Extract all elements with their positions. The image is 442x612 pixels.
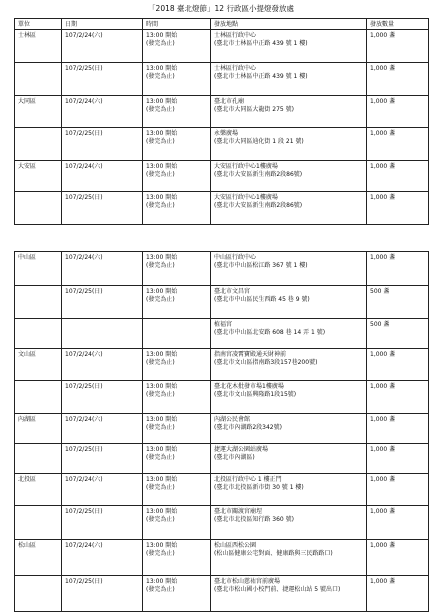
time-cell (143, 474, 211, 506)
date-cell (62, 96, 143, 128)
quantity-cell (367, 474, 429, 506)
time-note: (發完為止) (146, 171, 175, 178)
date-cell (62, 381, 143, 414)
location-address: (臺北市松山國小校門前、捷運松山站 5 號出口) (214, 586, 341, 593)
location-name: 永樂廣場 (214, 130, 239, 137)
quantity-cell (367, 30, 429, 63)
location-cell (211, 444, 367, 474)
time-cell (143, 161, 211, 192)
district-name: 大安區 (18, 163, 37, 170)
date-text: 107/2/24(六) (65, 542, 103, 549)
quantity-text: 1,000 盞 (370, 351, 396, 358)
date-text: 107/2/25(日) (65, 446, 103, 453)
quantity-cell (367, 192, 429, 225)
date-cell (62, 63, 143, 96)
date-text: 107/2/24(六) (65, 416, 103, 423)
district-cell (15, 381, 62, 414)
quantity-cell (367, 161, 429, 192)
location-name: 臺北市關渡宮廟埕 (214, 508, 263, 515)
quantity-cell (367, 444, 429, 474)
table-row (15, 63, 429, 96)
location-cell (211, 63, 367, 96)
time-note: (發完為止) (146, 516, 175, 523)
location-name: 臺北花木批發市場1樓廣場 (214, 383, 284, 390)
quantity-cell (367, 128, 429, 161)
district-cell (15, 506, 62, 540)
location-name: 中山區行政中心 (214, 254, 257, 261)
time-cell (143, 286, 211, 319)
date-cell (62, 192, 143, 225)
time-cell (143, 319, 211, 349)
location-address: (臺北市內湖路2段342號) (214, 424, 282, 431)
quantity-text: 1,000 盞 (370, 130, 396, 137)
table-row (15, 576, 429, 612)
distribution-table-2 (14, 251, 429, 612)
location-address: (松山區健康公宅對面、健康路與三民路路口) (214, 550, 333, 557)
table-row (15, 30, 429, 63)
quantity-cell (367, 540, 429, 576)
time-start: 13:00 開始 (146, 446, 178, 453)
district-cell (15, 96, 62, 128)
time-start: 13:00 開始 (146, 416, 178, 423)
location-cell (211, 414, 367, 444)
quantity-text: 1,000 盞 (370, 446, 396, 453)
location-address: (臺北市文山區指南路3段157巷200號) (214, 359, 318, 366)
district-cell (15, 286, 62, 319)
date-cell (62, 444, 143, 474)
district-name: 內湖區 (18, 416, 37, 423)
location-cell (211, 540, 367, 576)
time-note: (發完為止) (146, 359, 175, 366)
time-start: 13:00 開始 (146, 254, 178, 261)
district-name: 北投區 (18, 476, 37, 483)
time-start: 13:00 開始 (146, 351, 178, 358)
table-header-row (15, 19, 429, 30)
time-cell (143, 252, 211, 286)
location-cell (211, 96, 367, 128)
time-note: (發完為止) (146, 73, 175, 80)
date-text: 107/2/24(六) (65, 476, 103, 483)
time-start: 13:00 開始 (146, 288, 178, 295)
location-cell (211, 128, 367, 161)
header-date: 日期 (62, 19, 143, 30)
date-text: 107/2/24(六) (65, 32, 103, 39)
district-cell (15, 576, 62, 612)
district-cell (15, 444, 62, 474)
table-row (15, 128, 429, 161)
location-cell (211, 576, 367, 612)
location-cell (211, 161, 367, 192)
location-cell (211, 286, 367, 319)
time-cell (143, 414, 211, 444)
location-name: 大安區行政中心1樓廣場 (214, 194, 278, 201)
time-cell (143, 576, 211, 612)
district-cell (15, 414, 62, 444)
date-text: 107/2/24(六) (65, 98, 103, 105)
district-name: 松山區 (18, 542, 37, 549)
time-note: (發完為止) (146, 484, 175, 491)
table-row (15, 444, 429, 474)
time-cell (143, 540, 211, 576)
district-name: 大同區 (18, 98, 37, 105)
date-cell (62, 319, 143, 349)
district-cell (15, 319, 62, 349)
quantity-cell (367, 414, 429, 444)
quantity-text: 1,000 盞 (370, 194, 396, 201)
quantity-text: 1,000 盞 (370, 32, 396, 39)
location-address: (臺北市士林區中正路 439 號 1 樓) (214, 40, 308, 47)
location-name: 臺北市孔廟 (214, 98, 245, 105)
quantity-cell (367, 506, 429, 540)
location-name: 指南宮凌霄寶殿通天財神前 (214, 351, 287, 358)
district-cell (15, 252, 62, 286)
quantity-text: 1,000 盞 (370, 65, 396, 72)
table-row (15, 161, 429, 192)
table-row (15, 506, 429, 540)
location-cell (211, 474, 367, 506)
location-address: (臺北市士林區中正路 439 號 1 樓) (214, 73, 308, 80)
location-name: 內湖公民會館 (214, 416, 251, 423)
district-cell (15, 161, 62, 192)
header-location: 發放地點 (211, 19, 367, 30)
quantity-cell (367, 576, 429, 612)
quantity-text: 1,000 盞 (370, 508, 396, 515)
time-note: (發完為止) (146, 106, 175, 113)
date-cell (62, 30, 143, 63)
location-name: 臺北市文昌宮 (214, 288, 251, 295)
date-text: 107/2/24(六) (65, 351, 103, 358)
date-text: 107/2/25(日) (65, 130, 103, 137)
date-text: 107/2/25(日) (65, 383, 103, 390)
location-address: (臺北市內湖區) (214, 454, 255, 461)
district-cell (15, 474, 62, 506)
date-cell (62, 252, 143, 286)
table-row (15, 286, 429, 319)
date-cell (62, 576, 143, 612)
time-note: (發完為止) (146, 202, 175, 209)
quantity-cell (367, 319, 429, 349)
quantity-text: 1,000 盞 (370, 476, 396, 483)
location-name: 大安區行政中心1樓廣場 (214, 163, 278, 170)
time-cell (143, 506, 211, 540)
date-text: 107/2/25(日) (65, 578, 103, 585)
location-cell (211, 192, 367, 225)
time-note: (發完為止) (146, 391, 175, 398)
quantity-text: 1,000 盞 (370, 578, 396, 585)
quantity-text: 1,000 盞 (370, 542, 396, 549)
time-cell (143, 349, 211, 381)
time-cell (143, 30, 211, 63)
distribution-table-1 (14, 18, 429, 225)
time-start: 13:00 開始 (146, 542, 178, 549)
district-cell (15, 349, 62, 381)
quantity-cell (367, 286, 429, 319)
district-name: 士林區 (18, 32, 37, 39)
date-cell (62, 349, 143, 381)
quantity-cell (367, 252, 429, 286)
time-start: 13:00 開始 (146, 508, 178, 515)
date-cell (62, 286, 143, 319)
time-start: 13:00 開始 (146, 476, 178, 483)
location-name: 士林區行政中心 (214, 32, 257, 39)
location-name: 植福宮 (214, 321, 233, 328)
time-start: 13:00 開始 (146, 578, 178, 585)
time-cell (143, 444, 211, 474)
location-address: (臺北市大安區新生南路2段86號) (214, 202, 303, 209)
location-name: 捷運大湖公園站廣場 (214, 446, 269, 453)
date-cell (62, 506, 143, 540)
quantity-cell (367, 96, 429, 128)
location-address: (臺北市中山區民生西路 45 巷 9 號) (214, 296, 310, 303)
location-cell (211, 252, 367, 286)
quantity-cell (367, 381, 429, 414)
location-cell (211, 381, 367, 414)
time-cell (143, 381, 211, 414)
date-text: 107/2/25(日) (65, 65, 103, 72)
header-time: 時間 (143, 19, 211, 30)
location-address: (臺北市文山區興隆路1段15號) (214, 391, 297, 398)
time-cell (143, 192, 211, 225)
table-row (15, 540, 429, 576)
location-cell (211, 319, 367, 349)
time-cell (143, 63, 211, 96)
district-name: 中山區 (18, 254, 37, 261)
date-cell (62, 128, 143, 161)
quantity-cell (367, 349, 429, 381)
time-note: (發完為止) (146, 138, 175, 145)
time-note: (發完為止) (146, 262, 175, 269)
header-unit: 單位 (15, 19, 62, 30)
date-cell (62, 540, 143, 576)
date-text: 107/2/25(日) (65, 508, 103, 515)
location-address: (臺北市北投區知行路 360 號) (214, 516, 294, 523)
location-cell (211, 349, 367, 381)
location-address: (臺北市中山區松江路 367 號 1 樓) (214, 262, 308, 269)
location-address: (臺北市中山區北安路 608 巷 14 弄 1 號) (214, 329, 326, 336)
location-cell (211, 506, 367, 540)
time-start: 13:00 開始 (146, 98, 178, 105)
time-start: 13:00 開始 (146, 130, 178, 137)
quantity-text: 1,000 盞 (370, 416, 396, 423)
document-title: 「2018 臺北燈節」12 行政區小提燈發放處 (148, 4, 294, 13)
location-address: (臺北市大同區大龍街 275 號) (214, 106, 294, 113)
district-cell (15, 128, 62, 161)
location-address: (臺北市大同區迪化街 1 段 21 號) (214, 138, 304, 145)
quantity-text: 500 盞 (370, 288, 390, 295)
district-name: 文山區 (18, 351, 37, 358)
table-row (15, 96, 429, 128)
district-cell (15, 30, 62, 63)
table-row (15, 349, 429, 381)
location-address: (臺北市北投區新市街 30 號 1 樓) (214, 484, 304, 491)
time-note: (發完為止) (146, 40, 175, 47)
time-cell (143, 128, 211, 161)
time-note: (發完為止) (146, 454, 175, 461)
district-cell (15, 192, 62, 225)
date-text: 107/2/25(日) (65, 194, 103, 201)
table-row (15, 319, 429, 349)
date-cell (62, 161, 143, 192)
time-start: 13:00 開始 (146, 65, 178, 72)
time-cell (143, 96, 211, 128)
quantity-text: 1,000 盞 (370, 383, 396, 390)
date-cell (62, 414, 143, 444)
location-name: 臺北市松山慈祐宮前廣場 (214, 578, 281, 585)
location-cell (211, 30, 367, 63)
quantity-text: 1,000 盞 (370, 163, 396, 170)
location-name: 士林區行政中心 (214, 65, 257, 72)
district-cell (15, 540, 62, 576)
table-row (15, 252, 429, 286)
location-name: 北投區行政中心 1 樓正門 (214, 476, 282, 483)
time-note: (發完為止) (146, 424, 175, 431)
quantity-cell (367, 63, 429, 96)
table-row (15, 414, 429, 444)
date-text: 107/2/24(六) (65, 254, 103, 261)
time-note: (發完為止) (146, 550, 175, 557)
time-start: 13:00 開始 (146, 194, 178, 201)
location-address: (臺北市大安區新生南路2段86號) (214, 171, 303, 178)
time-start: 13:00 開始 (146, 383, 178, 390)
district-cell (15, 63, 62, 96)
time-start: 13:00 開始 (146, 32, 178, 39)
time-start: 13:00 開始 (146, 163, 178, 170)
date-text: 107/2/24(六) (65, 163, 103, 170)
time-note: (發完為止) (146, 296, 175, 303)
date-text: 107/2/25(日) (65, 288, 103, 295)
quantity-text: 1,000 盞 (370, 98, 396, 105)
quantity-text: 1,000 盞 (370, 254, 396, 261)
table-row (15, 474, 429, 506)
table-row (15, 381, 429, 414)
time-note: (發完為止) (146, 586, 175, 593)
header-quantity: 發放數量 (367, 19, 429, 30)
date-cell (62, 474, 143, 506)
table-row (15, 192, 429, 225)
location-name: 松山區西松公園 (214, 542, 257, 549)
quantity-text: 500 盞 (370, 321, 390, 328)
